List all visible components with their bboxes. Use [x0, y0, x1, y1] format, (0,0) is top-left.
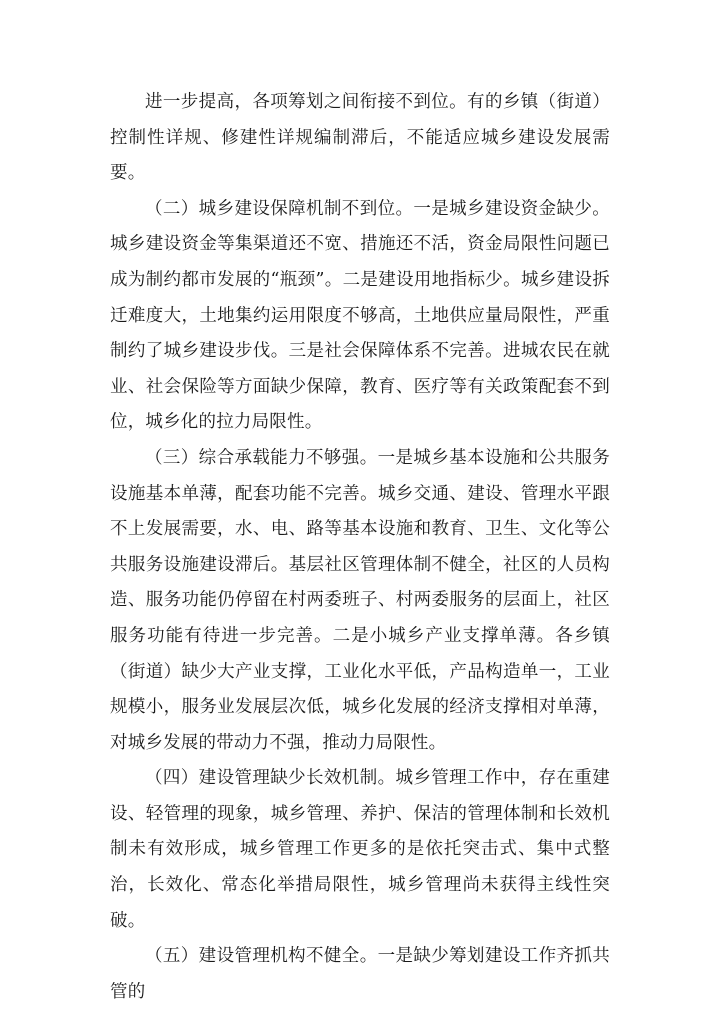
paragraph-section-5: （五）建设管理机构不健全。一是缺少筹划建设工作齐抓共管的 — [110, 946, 610, 1002]
document-body — [110, 85, 610, 1010]
paragraph-section-2: （二）城乡建设保障机制不到位。一是城乡建设资金缺少。城乡建设资金等集渠道还不宽、措施还不活，资金局限性问题已成为制约都市发展的“瓶颈”。二是建设用地指标少。城乡建设拆迁难度大，土地集约运用限度不够高，土地供应量局限性，严重制约了城乡建设步伐。三是社会保障体系不完善。进城农民在就业、社会保险等方面缺少保障，教育、医疗等有关政策配套不到位，城乡化的拉力局限性。 — [110, 198, 610, 433]
paragraph-section-4: （四）建设管理缺少长效机制。城乡管理工作中，存在重建设、轻管理的现象，城乡管理、养护、保洁的管理体制和长效机制未有效形成，城乡管理工作更多的是依托突击式、集中式整治，长效化、常态化举措局限性，城乡管理尚未获得主线性突破。 — [110, 768, 610, 931]
paragraph-section-3: （三）综合承载能力不够强。一是城乡基本设施和公共服务设施基本单薄，配套功能不完善。城乡交通、建设、管理水平跟不上发展需要，水、电、路等基本设施和教育、卫生、文化等公共服务设施建设滞后。基层社区管理体制不健全，社区的人员构造、服务功能仍停留在村两委班子、村两委服务的层面上，社区服务功能有待进一步完善。二是小城乡产业支撑单薄。各乡镇（街道）缺少大产业支撑，工业化水平低，产品构造单一，工业规模小，服务业发展层次低，城乡化发展的经济支撑相对单薄，对城乡发展的带动力不强，推动力局限性。 — [110, 447, 610, 753]
paragraph-continuation: 进一步提高，各项筹划之间衔接不到位。有的乡镇（街道）控制性详规、修建性详规编制滞后，不能适应城乡建设发展需要。 — [110, 92, 610, 184]
